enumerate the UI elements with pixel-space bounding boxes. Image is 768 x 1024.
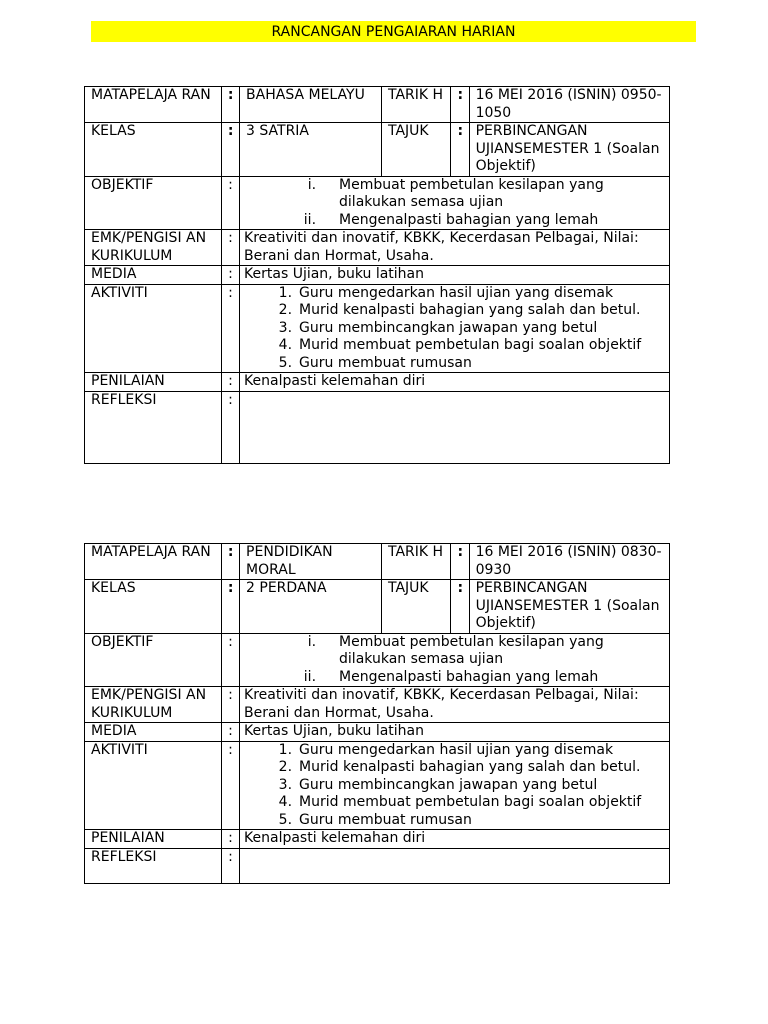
class-label: KELAS <box>85 580 222 634</box>
reflection-label: REFLEKSI <box>85 391 222 463</box>
assessment-row <box>85 830 670 849</box>
list-item <box>246 212 663 230</box>
list-item <box>246 812 663 830</box>
activity-label: AKTIVITI <box>85 284 222 373</box>
list-text: Membuat pembetulan kesilapan yang dilakukan semasa ujian <box>339 633 604 667</box>
list-text: Guru membuat rumusan <box>299 354 472 371</box>
list-marker: 3. <box>278 319 293 336</box>
list-item <box>246 759 663 777</box>
reflection-row <box>85 391 670 463</box>
list-item <box>246 669 663 687</box>
list-marker: 3. <box>278 776 293 793</box>
subject-row <box>85 87 670 123</box>
media-value: Kertas Ujian, buku latihan <box>240 723 670 742</box>
list-text: Guru membincangkan jawapan yang betul <box>299 776 598 793</box>
colon: : <box>221 544 239 580</box>
list-text: Guru membuat rumusan <box>299 811 472 828</box>
class-label: KELAS <box>85 123 222 177</box>
list-item <box>246 355 663 373</box>
subject-value: BAHASA MELAYU <box>240 87 382 123</box>
colon: : <box>451 87 469 123</box>
list-marker: ii. <box>303 668 317 685</box>
activity-list <box>246 742 663 830</box>
colon: : <box>221 373 239 392</box>
topic-value: PERBINCANGAN UJIANSEMESTER 1 (Soalan Objektif) <box>469 580 669 634</box>
colon: : <box>221 580 239 634</box>
date-value: 16 MEI 2016 (ISNIN) 0830-0930 <box>469 544 669 580</box>
class-row <box>85 580 670 634</box>
colon: : <box>221 230 239 266</box>
objective-list-cell <box>240 633 670 687</box>
colon: : <box>221 87 239 123</box>
list-text: Mengenalpasti bahagian yang lemah <box>339 211 599 228</box>
reflection-row <box>85 848 670 883</box>
activity-list-cell <box>240 741 670 830</box>
colon: : <box>451 544 469 580</box>
objective-row <box>85 633 670 687</box>
date-value: 16 MEI 2016 (ISNIN) 0950-1050 <box>469 87 669 123</box>
objective-list-cell <box>240 176 670 230</box>
date-label: TARIK H <box>382 544 451 580</box>
list-item <box>246 302 663 320</box>
subject-row <box>85 544 670 580</box>
list-marker: 2. <box>278 759 293 775</box>
colon: : <box>221 687 239 723</box>
list-marker: ii. <box>303 211 317 228</box>
objective-label: OBJEKTIF <box>85 176 222 230</box>
list-text: Murid membuat pembetulan bagi soalan objektif <box>299 337 642 353</box>
list-marker: 4. <box>278 794 293 810</box>
emk-value: Kreativiti dan inovatif, KBKK, Kecerdasan Pelbagai, Nilai: Berani dan Hormat, Usaha. <box>240 230 670 266</box>
media-value: Kertas Ujian, buku latihan <box>240 266 670 285</box>
colon: : <box>451 123 469 177</box>
list-item <box>246 177 663 212</box>
list-text: Murid membuat pembetulan bagi soalan objektif <box>299 794 642 810</box>
subject-label: MATAPELAJA RAN <box>85 87 222 123</box>
colon: : <box>221 741 239 830</box>
colon: : <box>221 830 239 849</box>
activity-list-cell <box>240 284 670 373</box>
list-item <box>246 337 663 355</box>
colon: : <box>221 633 239 687</box>
list-item <box>246 320 663 338</box>
media-row <box>85 723 670 742</box>
list-text: Guru membincangkan jawapan yang betul <box>299 319 598 336</box>
class-value: 2 PERDANA <box>240 580 382 634</box>
topic-label: TAJUK <box>382 580 451 634</box>
reflection-value[interactable] <box>240 391 670 463</box>
emk-value: Kreativiti dan inovatif, KBKK, Kecerdasan Pelbagai, Nilai: Berani dan Hormat, Usaha. <box>240 687 670 723</box>
subject-value: PENDIDIKAN MORAL <box>240 544 382 580</box>
activity-row <box>85 284 670 373</box>
list-marker: 1. <box>278 741 293 758</box>
emk-row <box>85 230 670 266</box>
colon: : <box>221 391 239 463</box>
list-marker: 1. <box>278 284 293 301</box>
colon: : <box>221 176 239 230</box>
colon: : <box>221 848 239 883</box>
page-title: RANCANGAN PENGAIARAN HARIAN <box>91 21 696 42</box>
list-text: Guru mengedarkan hasil ujian yang disemak <box>299 741 614 758</box>
assessment-label: PENILAIAN <box>85 373 222 392</box>
list-text: Guru mengedarkan hasil ujian yang disemak <box>299 284 614 301</box>
list-item <box>246 794 663 812</box>
assessment-value: Kenalpasti kelemahan diri <box>240 373 670 392</box>
activity-label: AKTIVITI <box>85 741 222 830</box>
lesson-plan-table <box>84 86 670 464</box>
topic-value: PERBINCANGAN UJIANSEMESTER 1 (Soalan Objektif) <box>469 123 669 177</box>
media-label: MEDIA <box>85 266 222 285</box>
list-item <box>246 285 663 303</box>
topic-label: TAJUK <box>382 123 451 177</box>
colon: : <box>221 123 239 177</box>
emk-label: EMK/PENGISI AN KURIKULUM <box>85 230 222 266</box>
assessment-value: Kenalpasti kelemahan diri <box>240 830 670 849</box>
date-label: TARIK H <box>382 87 451 123</box>
list-marker: 4. <box>278 337 293 353</box>
media-label: MEDIA <box>85 723 222 742</box>
objective-list <box>246 634 663 687</box>
colon: : <box>221 284 239 373</box>
reflection-value[interactable] <box>240 848 670 883</box>
emk-row <box>85 687 670 723</box>
objective-row <box>85 176 670 230</box>
emk-label: EMK/PENGISI AN KURIKULUM <box>85 687 222 723</box>
list-marker: 5. <box>278 354 293 371</box>
list-item <box>246 777 663 795</box>
list-text: Murid kenalpasti bahagian yang salah dan betul. <box>299 759 641 775</box>
list-item <box>246 634 663 669</box>
activity-row <box>85 741 670 830</box>
reflection-label: REFLEKSI <box>85 848 222 883</box>
class-row <box>85 123 670 177</box>
colon: : <box>221 266 239 285</box>
list-marker: i. <box>307 176 317 193</box>
assessment-row <box>85 373 670 392</box>
class-value: 3 SATRIA <box>240 123 382 177</box>
colon: : <box>451 580 469 634</box>
list-marker: 5. <box>278 811 293 828</box>
objective-label: OBJEKTIF <box>85 633 222 687</box>
objective-list <box>246 177 663 230</box>
lesson-plan-table <box>84 543 670 884</box>
list-text: Murid kenalpasti bahagian yang salah dan betul. <box>299 302 641 318</box>
list-item <box>246 742 663 760</box>
media-row <box>85 266 670 285</box>
subject-label: MATAPELAJA RAN <box>85 544 222 580</box>
list-text: Membuat pembetulan kesilapan yang dilakukan semasa ujian <box>339 176 604 210</box>
colon: : <box>221 723 239 742</box>
list-marker: 2. <box>278 302 293 318</box>
assessment-label: PENILAIAN <box>85 830 222 849</box>
activity-list <box>246 285 663 373</box>
list-marker: i. <box>307 633 317 650</box>
list-text: Mengenalpasti bahagian yang lemah <box>339 668 599 685</box>
